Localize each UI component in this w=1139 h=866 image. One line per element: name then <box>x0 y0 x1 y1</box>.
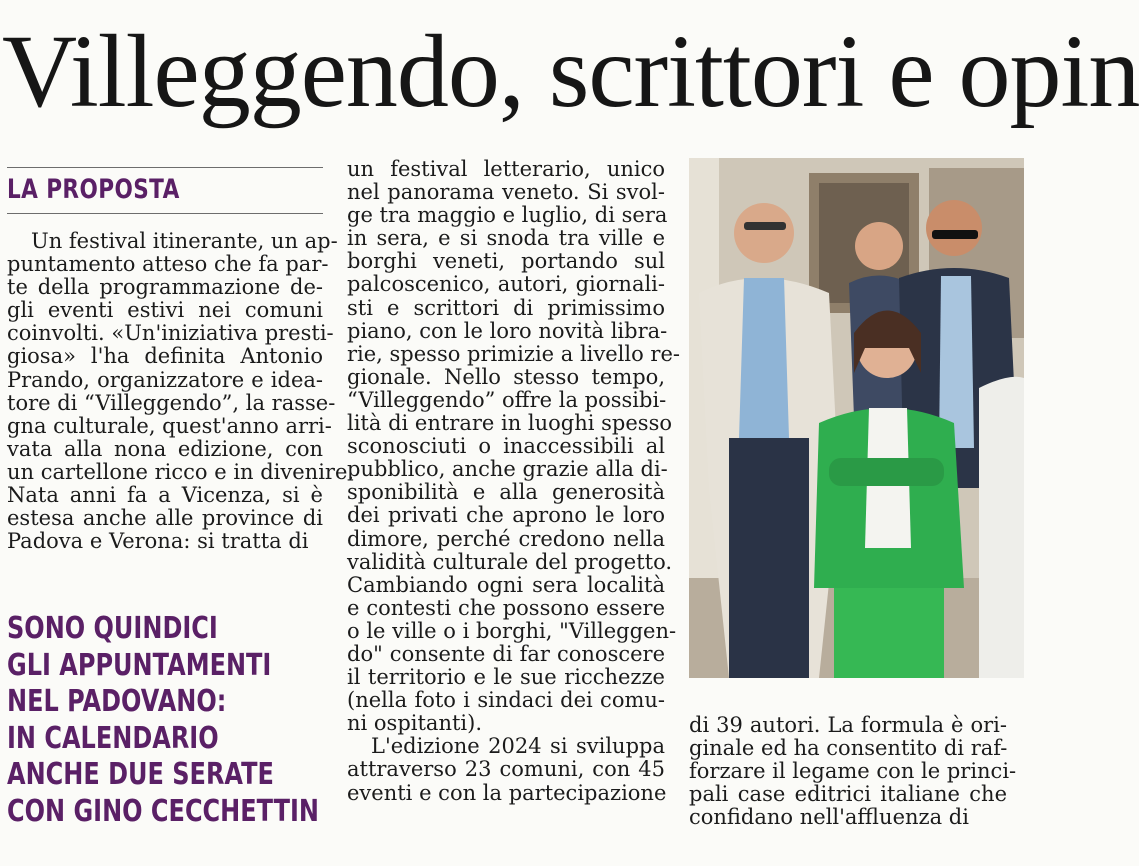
text-line: forzare il legame con le princi- <box>689 759 1017 784</box>
section-rule-top <box>7 167 323 168</box>
text-line: te della programmazione de- <box>7 275 323 300</box>
text-line: dei privati che aprono le loro <box>347 503 665 528</box>
text-line: giosa» l'ha definita Antonio <box>7 344 323 369</box>
article-column-2 <box>347 157 680 805</box>
text-line: un festival letterario, unico <box>347 157 665 181</box>
text-line: tore di “Villeggendo”, la rasse- <box>7 390 336 415</box>
text-line: pubblico, anche grazie alla di- <box>347 457 668 482</box>
text-line: Prando, organizzatore e idea- <box>7 367 323 392</box>
text-line: ginale ed ha consentito di raf- <box>689 736 1008 761</box>
pull-quote-line: SONO QUINDICI <box>7 611 218 646</box>
text-line: di 39 autori. La formula è ori- <box>689 713 1007 737</box>
text-line: Cambiando ogni sera località <box>347 572 665 597</box>
text-line: o le ville o i borghi, "Villeggen- <box>347 618 677 643</box>
text-line: piano, con le loro novità libra- <box>347 318 668 343</box>
text-line: gli eventi estivi nei comuni <box>7 298 323 323</box>
text-line: ge tra maggio e luglio, di sera <box>347 203 668 228</box>
text-line: confidano nell'affluenza di <box>689 805 969 830</box>
text-line: ni ospitanti). <box>347 711 483 736</box>
text-line: Nata anni fa a Vicenza, si è <box>7 483 323 508</box>
text-line: gionale. Nello stesso tempo, <box>347 364 665 389</box>
text-line: rie, spesso primizie a livello re- <box>347 341 680 366</box>
text-line: estesa anche alle province di <box>7 506 323 531</box>
text-line: pali case editrici italiane che <box>689 782 1007 807</box>
text-line: attraverso 23 comuni, con 45 <box>347 757 665 782</box>
text-line: un cartellone ricco e in divenire. <box>7 459 355 484</box>
text-line: sti e scrittori di primissimo <box>347 295 665 320</box>
text-line: coinvolti. «Un'iniziativa presti- <box>7 321 334 346</box>
article-column-1 <box>7 229 355 554</box>
text-line: e contesti che possono essere <box>347 595 665 620</box>
text-line: vata alla nona edizione, con <box>7 436 323 461</box>
text-line: do" consente di far conoscere <box>347 641 665 666</box>
pull-quote-line: CON GINO CECCHETTIN <box>7 793 319 829</box>
text-line: lità di entrare in luoghi spesso <box>347 411 672 436</box>
pull-quote-line: IN CALENDARIO <box>7 720 219 756</box>
text-line: eventi e con la partecipazione <box>347 780 667 805</box>
text-line: “Villeggendo” offre la possibi- <box>347 387 667 412</box>
text-line: palcoscenico, autori, giornali- <box>347 272 665 297</box>
text-line: gna culturale, quest'anno arri- <box>7 413 332 438</box>
text-line: sconosciuti o inaccessibili al <box>347 434 665 459</box>
pull-quote-line: GLI APPUNTAMENTI <box>7 647 272 683</box>
article-photo <box>689 158 1024 678</box>
text-line: (nella foto i sindaci dei comu- <box>347 688 665 713</box>
text-line: nel panorama veneto. Si svol- <box>347 180 665 205</box>
section-rule-bottom <box>7 213 323 214</box>
pull-quote-line: NEL PADOVANO: <box>7 684 227 719</box>
text-line: il territorio e le sue ricchezze <box>347 665 665 690</box>
text-line: dimore, perché credono nella <box>347 526 665 551</box>
text-line: Un festival itinerante, un ap- <box>31 229 338 253</box>
text-line: validità culturale del progetto. <box>347 549 673 574</box>
article-column-3 <box>689 713 1017 830</box>
text-line: L'edizione 2024 si sviluppa <box>371 734 665 759</box>
text-line: Padova e Verona: si tratta di <box>7 529 309 554</box>
text-line: borghi veneti, portando sul <box>347 249 665 274</box>
pull-quote-line: ANCHE DUE SERATE <box>7 757 274 792</box>
text-line: puntamento atteso che fa par- <box>7 252 329 277</box>
pull-quote <box>7 611 319 830</box>
section-label: LA PROPOSTA <box>7 174 180 205</box>
headline: Villeggendo, scrittori e opin <box>2 14 1139 129</box>
text-line: sponibilità e alla generosità <box>347 480 665 505</box>
text-line: in sera, e si snoda tra ville e <box>347 226 665 251</box>
